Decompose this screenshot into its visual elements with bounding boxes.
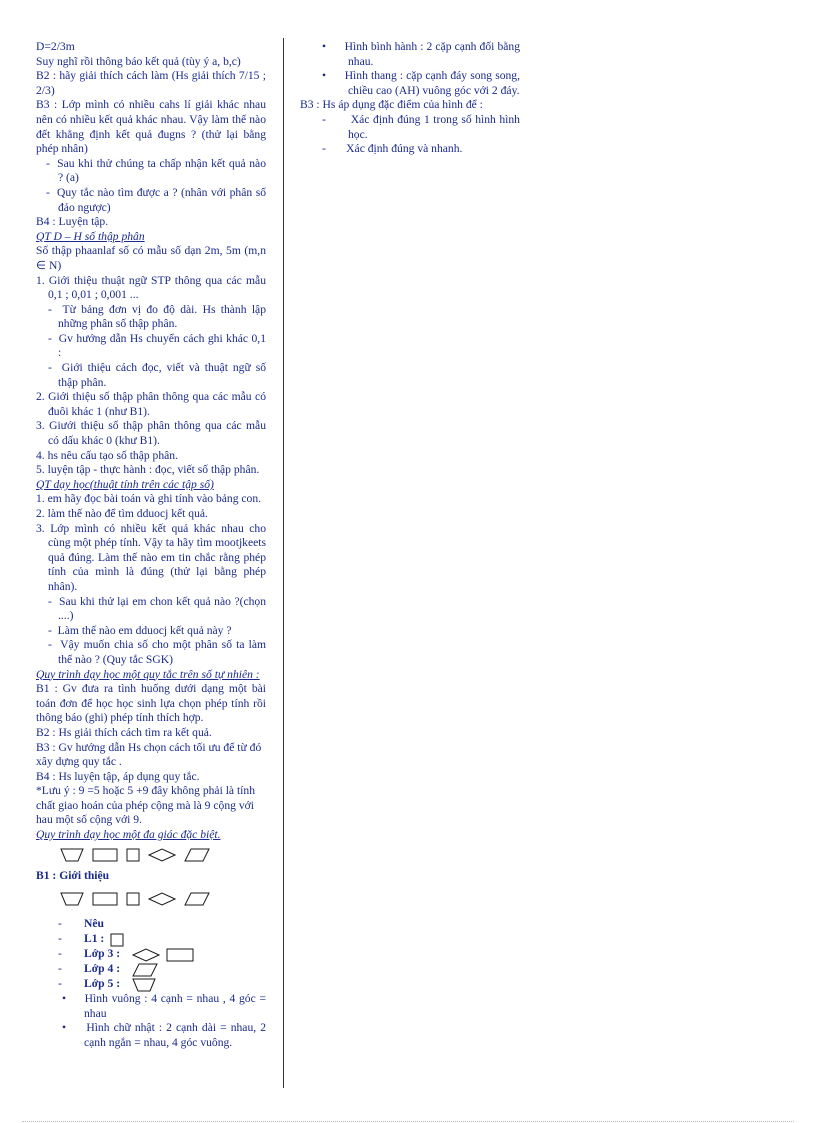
rectangle-icon <box>166 948 194 962</box>
dash-item: - Làm thế nào em dduocj kết quả này ? <box>48 623 232 637</box>
bullet-item: • Hình bình hành : 2 cặp cạnh đối bằng nhau. <box>322 40 521 68</box>
text-line: B4 : Hs luyện tập, áp dụng quy tắc. <box>36 769 200 783</box>
trapezoid-icon <box>60 892 84 906</box>
dash-item: - Gv hướng dẫn Hs chuyển cách ghi khác 0,1 : <box>48 331 266 360</box>
grade-item: - L1 : <box>58 932 266 947</box>
left-column <box>36 40 266 1051</box>
rhombus-icon <box>132 948 160 962</box>
text-line: B4 : Luyện tập. <box>36 215 109 229</box>
dash-item: - Giới thiệu cách đọc, viết và thuật ngữ số thập phân. <box>48 361 266 389</box>
grade-item: - Lớp 5 : <box>58 977 266 992</box>
section-heading: Quy trình dạy học một đa giác đặc biệt. <box>36 828 221 842</box>
parallelogram-icon <box>184 892 210 906</box>
grade-item: - Lớp 4 : <box>58 962 266 977</box>
text-line: *Lưu ý : 9 =5 hoặc 5 +9 đây không phải là tính chất giao hoán của phép cộng mà là 9 cộng với hau một số cộng với 9. <box>36 784 255 827</box>
bullet-item: • Hình vuông : 4 cạnh = nhau , 4 góc = nhau <box>62 992 266 1020</box>
parallelogram-icon <box>132 963 158 977</box>
dash-item: - Sau khi thử lại em chon kết quả nào ?(chọn ....) <box>48 594 266 623</box>
text-line: B1 : Gv đưa ra tình huống dưới dạng một bài toán đơn để học học sinh lựa chọn phép tính rồi thông báo (ghi) phép tính thích hợp. <box>36 682 266 725</box>
text-line: D=2/3m <box>36 40 75 53</box>
page-bottom-rule <box>22 1121 794 1122</box>
text-line: B3 : Lớp mình có nhiều cahs lí giải khác nhau nên có nhiều kết quả khác nhau. Vậy làm thế nào đết khẳng định kết quả đugns ? (thử lại bằng phép nhân) <box>36 98 266 156</box>
numbered-item: 1. em hãy đọc bài toán và ghi tính vào bảng con. <box>36 492 262 506</box>
grade-list <box>36 917 266 992</box>
right-column <box>300 40 520 157</box>
rhombus-icon <box>148 892 176 906</box>
column-divider <box>283 38 284 1088</box>
bullet-item: • Hình chữ nhật : 2 cạnh dài = nhau, 2 cạnh ngắn = nhau, 4 góc vuông. <box>62 1021 266 1050</box>
numbered-item: 4. hs nêu cấu tạo số thập phân. <box>36 448 178 462</box>
bullet-item: • Hình thang : cặp cạnh đáy song song, chiều cao (AH) vuông góc với 2 đáy. <box>322 69 520 97</box>
rhombus-icon <box>148 848 176 862</box>
dash-item: - Quy tắc nào tìm được a ? (nhân với phân số đảo ngược) <box>46 185 266 214</box>
dash-item: - Sau khi thử chúng ta chấp nhận kết quả nào ? (a) <box>46 156 267 185</box>
numbered-item: 2. Giới thiệu số thập phân thông qua các mẫu có đuôi khác 1 (như B1). <box>36 390 266 418</box>
section-heading: QT dạy học(thuật tính trên các tập số) <box>36 477 214 491</box>
dash-item: - Từ bảng đơn vị đo độ dài. Hs thành lập những phân số thập phân. <box>48 302 266 331</box>
numbered-item: 3. Lớp mình có nhiều kết quả khác nhau cho cùng một phép tính. Vậy ta hãy tìm mootjkeets quả đúng. Làm thế nào em tin chắc rằng phép tính của mình là đúng (thử lại bằng phép nhân). <box>36 521 266 593</box>
rectangle-icon <box>92 848 118 862</box>
text-line: B2 : Hs giải thích cách tìm ra kết quả. <box>36 725 212 739</box>
numbered-item: 3. Giưới thiệu số thập phân thông qua các mẫu có dấu khác 0 (khư B1). <box>36 419 266 448</box>
dash-item: - Xác định đúng 1 trong số hình hình học. <box>322 112 520 141</box>
square-icon <box>126 892 140 906</box>
intro-heading: B1 : Giới thiệu <box>36 868 110 882</box>
square-icon <box>126 848 140 862</box>
dash-item: - Vậy muốn chia số cho một phân số ta làm thế nào ? (Quy tắc SGK) <box>48 638 266 666</box>
dash-item: - Xác định đúng và nhanh. <box>322 142 463 156</box>
square-icon <box>110 933 124 947</box>
parallelogram-icon <box>184 848 210 862</box>
trapezoid-icon <box>132 978 156 992</box>
numbered-item: 1. Giới thiệu thuật ngữ STP thông qua các mẫu 0,1 ; 0,01 ; 0,001 ... <box>36 273 266 302</box>
grade-item: - Lớp 3 : <box>58 947 266 962</box>
shape-row <box>60 845 266 865</box>
numbered-item: 2. làm thế nào để tìm dduocj kết quả. <box>36 507 208 520</box>
text-line: Số thập phaanlaf số có mẫu số dạn 2m, 5m (m,n ∈ N) <box>36 244 266 272</box>
text-line: Suy nghĩ rồi thông báo kết quả (tùy ý a, b,c) <box>36 54 241 68</box>
grade-item: - Nêu <box>58 917 104 931</box>
text-line: B3 : Hs áp dụng đặc điểm của hình để : <box>300 98 483 112</box>
numbered-item: 5. luyện tập - thực hành : đọc, viết số thập phân. <box>36 463 260 477</box>
text-line: B3 : Gv hướng dẫn Hs chọn cách tối ưu để từ đó xây dựng quy tắc . <box>36 740 262 769</box>
section-heading: QT D – H số thập phân <box>36 229 145 243</box>
shape-row <box>60 889 266 909</box>
section-heading: Quy trình dạy học một quy tắc trên số tự nhiên : <box>36 667 260 681</box>
trapezoid-icon <box>60 848 84 862</box>
rectangle-icon <box>92 892 118 906</box>
text-line: B2 : hãy giải thích cách làm (Hs giải thích 7/15 ; 2/3) <box>36 69 266 97</box>
